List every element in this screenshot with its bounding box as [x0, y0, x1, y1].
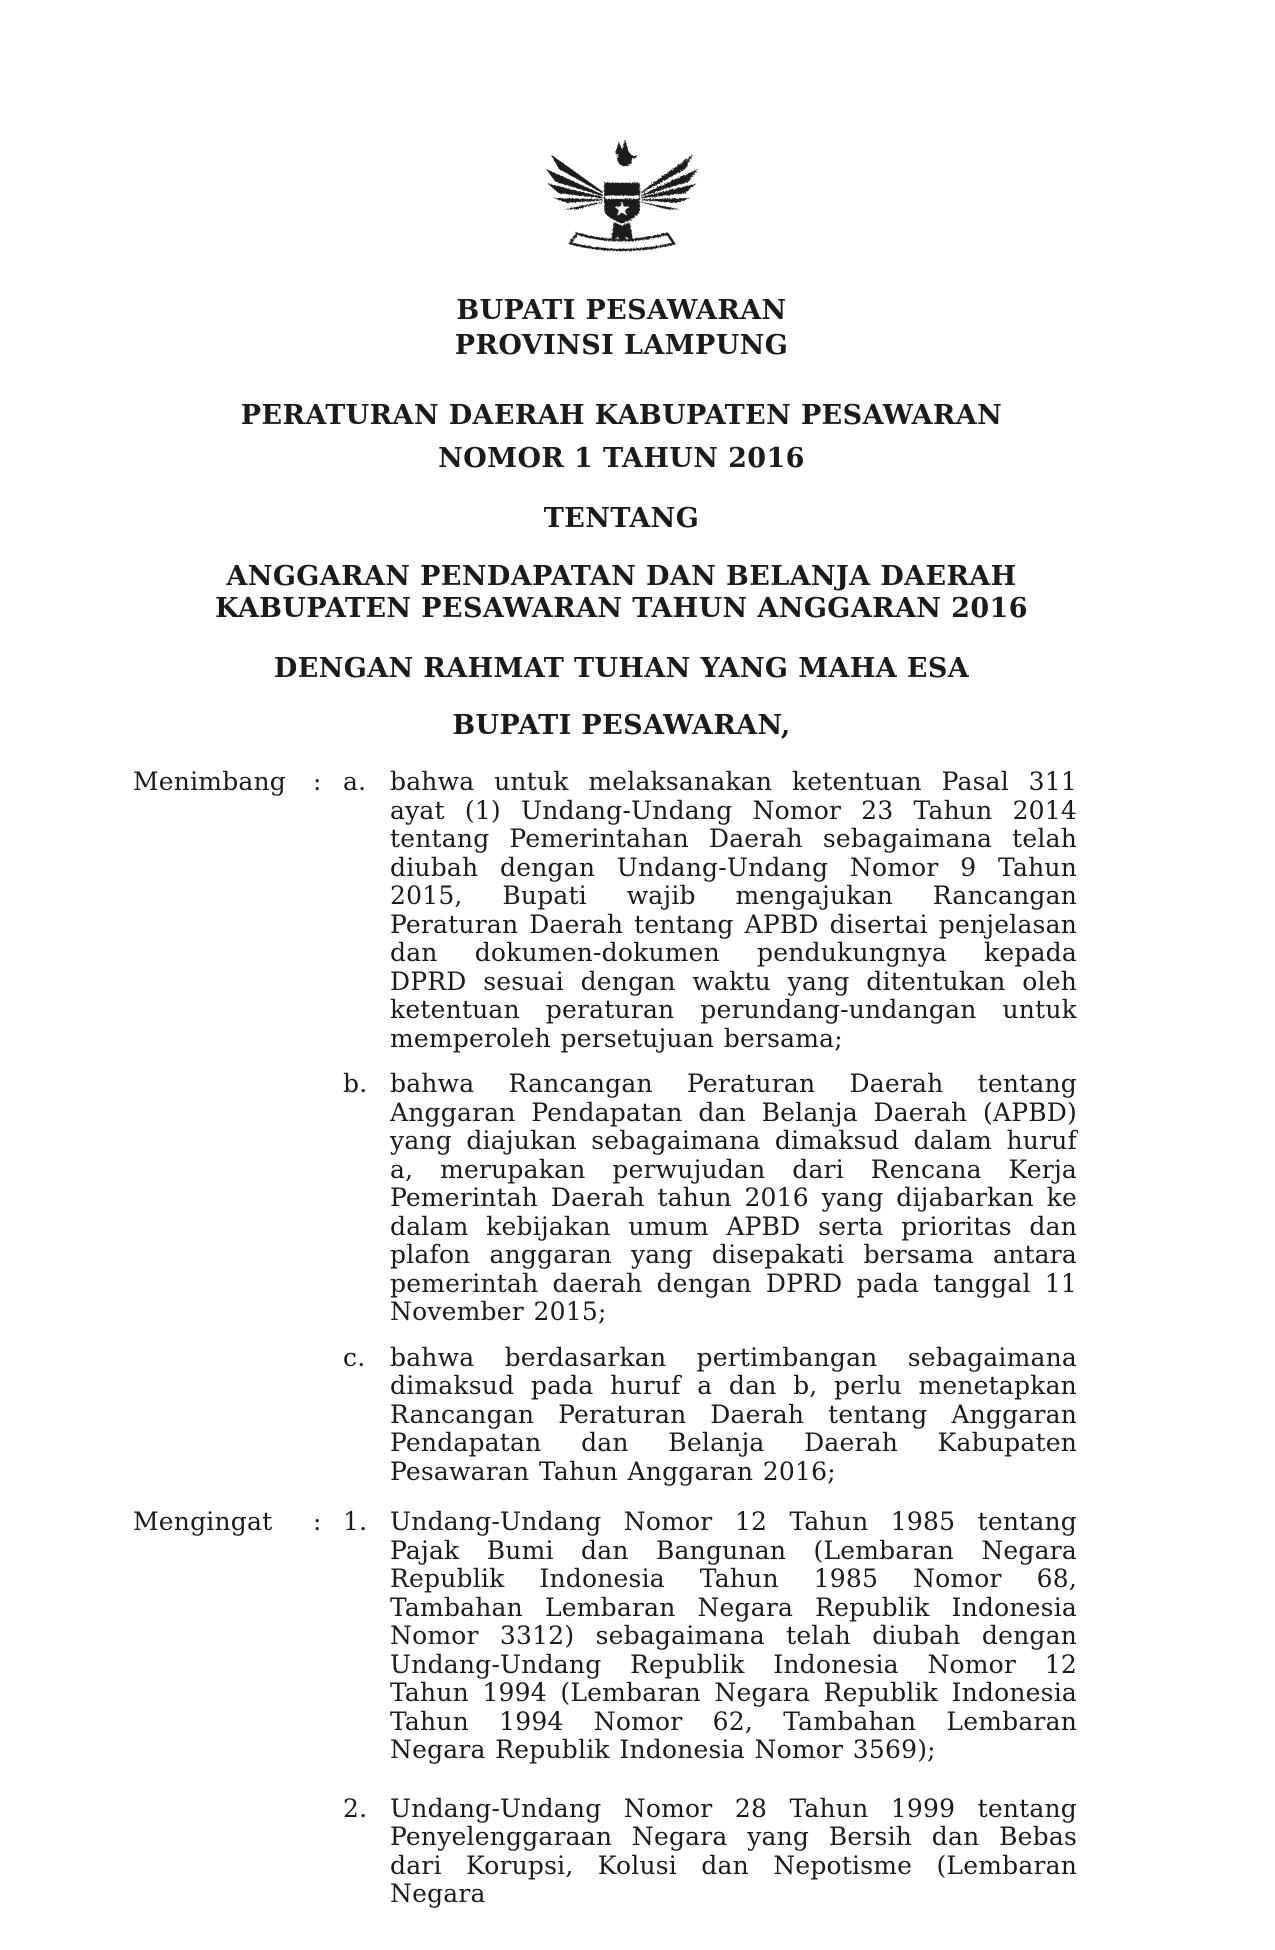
item-text: bahwa Rancangan Peraturan Daerah tentang Anggaran Pendapatan dan Belanja Daerah (APBD) yang diajukan sebagaimana dimaksud dalam huruf a, merupakan perwujudan dari Rencana Kerja Pemerintah Daerah tahun 2016 yang dijabarkan ke dalam kebijakan umum APBD serta prioritas dan plafon anggaran yang disepakati bersama antara pemerintah daerah dengan DPRD pada tanggal 11 November 2015; — [390, 1069, 1077, 1326]
document-content — [133, 0, 1110, 1909]
invocation: DENGAN RAHMAT TUHAN YANG MAHA ESA — [273, 653, 970, 684]
item-marker: 2. — [343, 1793, 368, 1823]
about-label: TENTANG — [543, 503, 700, 534]
letterhead — [133, 293, 1110, 363]
menimbang-section — [133, 768, 1110, 1486]
letterhead-office: BUPATI PESAWARAN — [456, 295, 787, 326]
section-label: Mengingat — [133, 1507, 273, 1536]
subject-line-1: ANGGARAN PENDAPATAN DAN BELANJA DAERAH — [226, 561, 1017, 592]
menimbang-item-b — [133, 1070, 1110, 1327]
item-marker: c. — [343, 1342, 366, 1372]
item-text: Undang-Undang Nomor 28 Tahun 1999 tentang Penyelenggaraan Negara yang Bersih dan Bebas dari Korupsi, Kolusi dan Nepotisme (Lembaran Negara — [390, 1793, 1077, 1908]
mengingat-section — [133, 1508, 1110, 1909]
mengingat-item-2 — [133, 1795, 1110, 1909]
item-marker: 1. — [343, 1507, 368, 1536]
letterhead-province: PROVINSI LAMPUNG — [454, 330, 789, 361]
mengingat-item-1 — [133, 1508, 1110, 1765]
regulation-title: PERATURAN DAERAH KABUPATEN PESAWARAN — [240, 400, 1003, 431]
garuda-icon — [541, 133, 703, 255]
item-marker: b. — [343, 1069, 368, 1098]
menimbang-item-c — [133, 1344, 1110, 1487]
item-marker: a. — [343, 767, 367, 796]
item-text: Undang-Undang Nomor 12 Tahun 1985 tentang Pajak Bumi dan Bangunan (Lembaran Negara Republik Indonesia Tahun 1985 Nomor 68, Tambahan Lembaran Negara Republik Indonesia Nomor 3312) sebagaimana telah diubah dengan Undang-Undang Republik Indonesia Nomor 12 Tahun 1994 (Lembaran Negara Republik Indonesia Tahun 1994 Nomor 62, Tambahan Lembaran Negara Republik Indonesia Nomor 3569); — [390, 1507, 1077, 1764]
regulation-subject — [133, 561, 1110, 625]
subject-line-2: KABUPATEN PESAWARAN TAHUN ANGGARAN 2016 — [215, 593, 1028, 624]
clauses — [133, 768, 1110, 1909]
item-text: bahwa berdasarkan pertimbangan sebagaimana dimaksud pada huruf a dan b, perlu menetapkan Rancangan Peraturan Daerah tentang Anggaran Pendapatan dan Belanja Daerah Kabupaten Pesawaran Tahun Anggaran 2016; — [390, 1342, 1077, 1486]
item-text: bahwa untuk melaksanakan ketentuan Pasal 311 ayat (1) Undang-Undang Nomor 23 Tahun 2014 tentang Pemerintahan Daerah sebagaimana telah diubah dengan Undang-Undang Nomor 9 Tahun 2015, Bupati wajib mengajukan Rancangan Peraturan Daerah tentang APBD disertai penjelasan dan dokumen-dokumen pendukungnya kepada DPRD sesuai dengan waktu yang ditentukan oleh ketentuan peraturan perundang-undangan untuk memperoleh persetujuan bersama; — [390, 767, 1077, 1053]
garuda-pancasila-emblem — [133, 0, 1110, 255]
section-separator: : — [313, 767, 322, 796]
section-label: Menimbang — [133, 767, 287, 796]
section-separator: : — [313, 1507, 322, 1536]
regulation-number: NOMOR 1 TAHUN 2016 — [438, 443, 805, 474]
issuer: BUPATI PESAWARAN, — [452, 710, 791, 741]
menimbang-item-a — [133, 768, 1110, 1053]
